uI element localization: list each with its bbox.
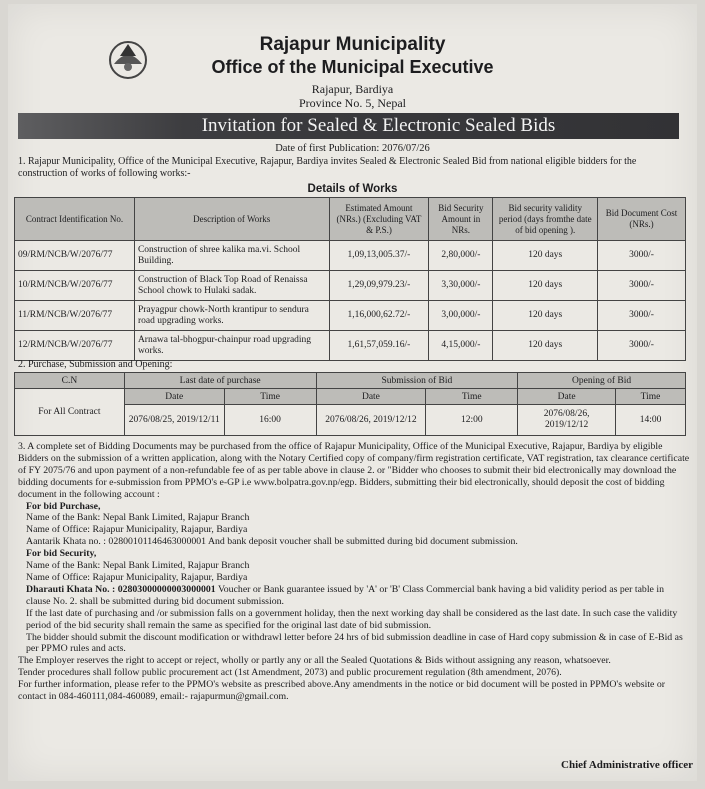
office-name: Office of the Municipal Executive: [211, 57, 494, 77]
notice-title-banner: [18, 113, 679, 139]
purchase-time: 16:00: [224, 405, 316, 436]
estimated-amount: 1,29,09,979.23/-: [329, 271, 429, 301]
contract-id: 09/RM/NCB/W/2076/77: [15, 241, 135, 271]
submission-header: Submission of Bid: [316, 373, 518, 389]
works-header-cell: Estimated Amount (NRs.) (Excluding VAT & P.S.): [329, 198, 429, 241]
validity-period: 120 days: [493, 271, 598, 301]
date-header: Date: [518, 389, 616, 405]
section-2-title: 2. Purchase, Submission and Opening:: [18, 359, 173, 370]
works-header-cell: Bid Document Cost (NRs.): [598, 198, 686, 241]
bid-purchase-office: Name of Office: Rajapur Municipality, Rajapur, Bardiya: [26, 524, 248, 536]
bid-security: 4,15,000/-: [429, 331, 493, 361]
dharauti-khata: Dharauti Khata No. : 02803000000003000001: [26, 583, 216, 595]
work-description: Arnawa tal-bhogpur-chainpur road upgrading works.: [134, 331, 329, 361]
bid-security-office: Name of Office: Rajapur Municipality, Rajapur, Bardiya: [26, 571, 248, 583]
works-header-cell: Bid Security Amount in NRs.: [429, 198, 493, 241]
province: Province No. 5, Nepal: [299, 96, 406, 110]
works-header-row: [15, 198, 686, 241]
works-header-cell: Contract Identification No.: [15, 198, 135, 241]
bid-security-heading: For bid Security,: [26, 548, 97, 560]
intro-paragraph: 1. Rajapur Municipality, Office of the Municipal Executive, Rajapur, Bardiya invites Sealed & Electronic Sealed Bid from national eligible bidders for the construction of works of following works:-: [18, 156, 637, 179]
work-description: Prayagpur chowk-North krantipur to sendura road upgrading works.: [134, 301, 329, 331]
contract-id: 12/RM/NCB/W/2076/77: [15, 331, 135, 361]
tender-clause: Tender procedures shall follow public procurement act (1st Amendment, 2073) and public procurement regulation (8th amendment, 2076).: [18, 667, 562, 679]
bid-security-account: [18, 584, 690, 608]
reserve-clause: The Employer reserves the right to accept or reject, wholly or partly any or all the Sealed Quotations & Bids without assigning any reason, whatsoever.: [18, 655, 611, 667]
clause-3: 3. A complete set of Bidding Documents may be purchased from the office of Rajapur Municipality, Office of the Municipal Executive, Rajapur, Bardiya by eligible Bidders on the submission of a written application, along with the Notary Certified copy of company/firm registration certificate, VAT registration, tax clearance certificate of FY 2075/76 and upon payment of a non-refundable fee of as per table above in clause 2. or "Bidder who chooses to submit their bid electronically may download the bidding documents for e-submission from PPMO's e-GP i.e www.bolpatra.gov.np/egp. Bidders, submitting their bid electronically, should deposit the cost of bidding document in the following account :: [18, 441, 690, 500]
purchase-subheader-row: [15, 389, 686, 405]
bid-security: 3,30,000/-: [429, 271, 493, 301]
holiday-clause: If the last date of purchasing and /or submission falls on a government holiday, then the next working day shall be considered as the last date. In such case the validity period of the bid security shall remain the same as specified for the original last date of bid submission.: [26, 607, 678, 631]
time-header: Time: [616, 389, 686, 405]
work-description: Construction of Black Top Road of Renaissa School chowk to Hulaki sadak.: [134, 271, 329, 301]
info-clause: For further information, please refer to the PPMO's website as prescribed above.Any amendments in the notice or bid document will be posted in PPMO's website or contact in 084-460111,084-460089, email:- rajapurmun@gmail.com.: [18, 679, 665, 703]
date-header: Date: [124, 389, 224, 405]
bid-security: 3,00,000/-: [429, 301, 493, 331]
document-cost: 3000/-: [598, 301, 686, 331]
validity-period: 120 days: [493, 241, 598, 271]
notice-title: Invitation for Sealed & Electronic Sealed Bids: [201, 115, 556, 136]
table-row: [15, 271, 686, 301]
purchase-header: Last date of purchase: [124, 373, 316, 389]
validity-period: 120 days: [493, 301, 598, 331]
bid-security-bank: Name of the Bank: Nepal Bank Limited, Rajapur Branch: [26, 560, 250, 572]
estimated-amount: 1,16,000,62.72/-: [329, 301, 429, 331]
time-header: Time: [426, 389, 518, 405]
opening-date: 2076/08/26, 2019/12/12: [518, 405, 616, 436]
opening-time: 14:00: [616, 405, 686, 436]
purchase-header-row: [15, 373, 686, 389]
works-header-cell: Bid security validity period (days fromthe date of bid opening ).: [493, 198, 598, 241]
notice-body: [18, 441, 690, 703]
cn-header: C.N: [15, 373, 125, 389]
notice-page: [8, 4, 697, 781]
works-header-cell: Description of Works: [134, 198, 329, 241]
contract-id: 10/RM/NCB/W/2076/77: [15, 271, 135, 301]
purchase-date: 2076/08/25, 2019/12/11: [124, 405, 224, 436]
estimated-amount: 1,61,57,059.16/-: [329, 331, 429, 361]
works-title: Details of Works: [307, 183, 398, 195]
table-row: [15, 301, 686, 331]
bid-security: 2,80,000/-: [429, 241, 493, 271]
row-label: For All Contract: [15, 389, 125, 436]
notice-header: [8, 4, 697, 112]
bid-purchase-bank: Name of the Bank: Nepal Bank Limited, Rajapur Branch: [26, 512, 250, 524]
municipality-name: Rajapur Municipality: [259, 34, 446, 55]
discount-clause: The bidder should submit the discount modification or withdrawl letter before 24 hrs of bid submission deadline in case of Hard copy submission & in case of E-Bid as per PPMO rules and acts.: [26, 631, 683, 655]
publication-date: Date of first Publication: 2076/07/26: [275, 143, 430, 154]
signature: Chief Administrative officer: [561, 759, 693, 771]
document-cost: 3000/-: [598, 241, 686, 271]
submission-date: 2076/08/26, 2019/12/12: [316, 405, 426, 436]
table-row: [15, 241, 686, 271]
office-location: Rajapur, Bardiya: [311, 82, 394, 96]
works-table: [14, 197, 686, 361]
document-cost: 3000/-: [598, 331, 686, 361]
work-description: Construction of shree kalika ma.vi. School Building.: [134, 241, 329, 271]
bid-purchase-account: Aantarik Khata no. : 02800101146463000001 And bank deposit voucher shall be submitted during bid document submission.: [26, 536, 518, 548]
contract-id: 11/RM/NCB/W/2076/77: [15, 301, 135, 331]
table-row: [15, 331, 686, 361]
submission-time: 12:00: [426, 405, 518, 436]
time-header: Time: [224, 389, 316, 405]
date-header: Date: [316, 389, 426, 405]
bid-purchase-heading: For bid Purchase,: [26, 500, 101, 512]
bid-security-note: Voucher or Bank guarantee issued by 'A' or 'B' Class Commercial bank having a bid validity period as per table in clause No. 2. shall be submitted during bid document submission.: [26, 583, 664, 607]
document-cost: 3000/-: [598, 271, 686, 301]
validity-period: 120 days: [493, 331, 598, 361]
opening-header: Opening of Bid: [518, 373, 686, 389]
estimated-amount: 1,09,13,005.37/-: [329, 241, 429, 271]
purchase-table: [14, 372, 686, 436]
